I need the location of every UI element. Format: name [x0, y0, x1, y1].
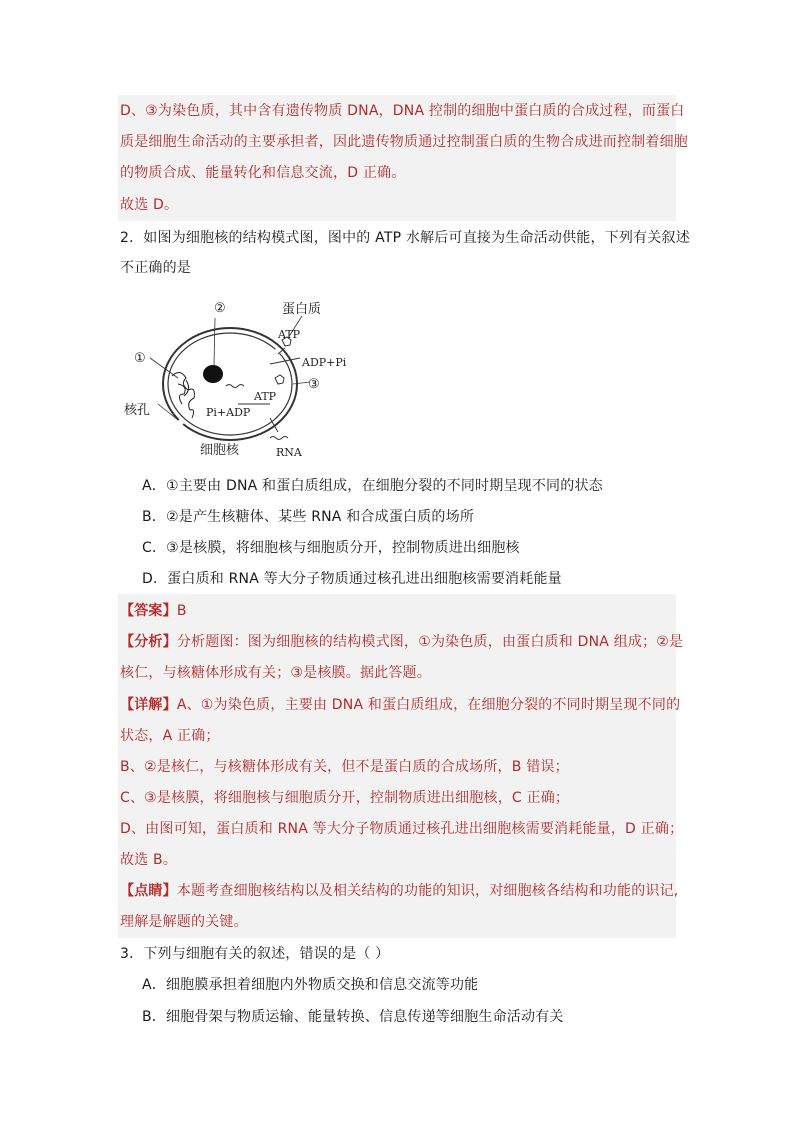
option-c: C．③是核膜，将细胞核与细胞质分开，控制物质进出细胞核 [142, 540, 520, 556]
detail-text: 状态，A 正确； [120, 728, 220, 744]
detail-line [120, 695, 680, 715]
detail-text: B、②是核仁，与核糖体形成有关，但不是蛋白质的合成场所，B 错误； [120, 759, 569, 775]
answer-line [120, 601, 187, 621]
rna-molecule [226, 385, 244, 388]
comment-text: 理解是解题的关键。 [120, 914, 248, 930]
nucleus-diagram [120, 296, 360, 462]
question-3-stem: 3．下列与细胞有关的叙述，错误的是（ ） [120, 946, 390, 962]
label-pi-adp: Pi+ADP [206, 406, 251, 419]
option-b: B．②是产生核糖体、某些 RNA 和合成蛋白质的场所 [142, 509, 475, 525]
detail-text: A、①为染色质，主要由 DNA 和蛋白质组成，在细胞分裂的不同时期呈现不同的 [176, 697, 681, 713]
option-d: D．蛋白质和 RNA 等大分子物质通过核孔进出细胞核需要消耗能量 [142, 571, 562, 587]
label-adp-pi: ADP+Pi [302, 356, 347, 369]
question-2-stem: 不正确的是 [120, 260, 191, 276]
prev-answer-line: 的物质合成、能量转化和信息交流，D 正确。 [120, 165, 406, 181]
answer-value: B [176, 603, 187, 619]
chromatin [172, 372, 194, 418]
label-atp-top: ATP [278, 328, 301, 341]
label-atp-bottom: ATP [254, 390, 277, 403]
label-chromatin: ① [134, 351, 146, 366]
nucleolus [203, 365, 223, 383]
detail-text: 故选 B。 [120, 852, 178, 868]
analysis-text: 核仁，与核糖体形成有关；③是核膜。据此答题。 [120, 665, 431, 681]
protein-molecule [275, 375, 284, 384]
label-rna: RNA [276, 446, 302, 459]
atp-arrow [270, 358, 300, 364]
rna-molecule [270, 437, 288, 440]
option-a: A．细胞膜承担着细胞内外物质交换和信息交流等功能 [142, 977, 479, 993]
prev-answer-line: 故选 D。 [120, 197, 179, 213]
comment-line [120, 881, 678, 901]
label-nucleolus: ② [214, 301, 226, 316]
prev-answer-line: D、③为染色质，其中含有遗传物质 DNA，DNA 控制的细胞中蛋白质的合成过程，而蛋白 [120, 103, 685, 119]
prev-answer-line: 质是细胞生命活动的主要承担者，因此遗传物质通过控制蛋白质的生物合成进而控制着细胞 [120, 134, 688, 150]
leader-line [214, 318, 215, 366]
analysis-text: 分析题图：图为细胞核的结构模式图，①为染色质，由蛋白质和 DNA 组成；②是 [176, 634, 684, 650]
detail-tag: 【详解】 [120, 697, 177, 713]
label-nucleus: 细胞核 [200, 443, 240, 458]
option-b: B．细胞骨架与物质运输、能量转换、信息传递等细胞生命活动有关 [142, 1009, 564, 1025]
nuclear-envelope-inner [168, 333, 292, 435]
analysis-line [120, 632, 683, 652]
detail-text: D、由图可知，蛋白质和 RNA 等大分子物质通过核孔进出细胞核需要消耗能量，D 正确； [120, 821, 684, 837]
label-pore: 核孔 [124, 403, 151, 418]
label-protein: 蛋白质 [282, 302, 322, 317]
question-2-stem: 2．如图为细胞核的结构模式图，图中的 ATP 水解后可直接为生命活动供能，下列有关叙述 [120, 230, 690, 246]
comment-text: 本题考查细胞核结构以及相关结构的功能的知识，对细胞核各结构和功能的识记, [176, 883, 679, 899]
comment-tag: 【点睛】 [120, 883, 177, 899]
label-envelope: ③ [308, 377, 320, 392]
answer-tag: 【答案】 [120, 603, 177, 619]
option-a: A．①主要由 DNA 和蛋白质组成，在细胞分裂的不同时期呈现不同的状态 [142, 478, 603, 494]
detail-text: C、③是核膜，将细胞核与细胞质分开，控制物质进出细胞核，C 正确； [120, 790, 570, 806]
analysis-tag: 【分析】 [120, 634, 177, 650]
